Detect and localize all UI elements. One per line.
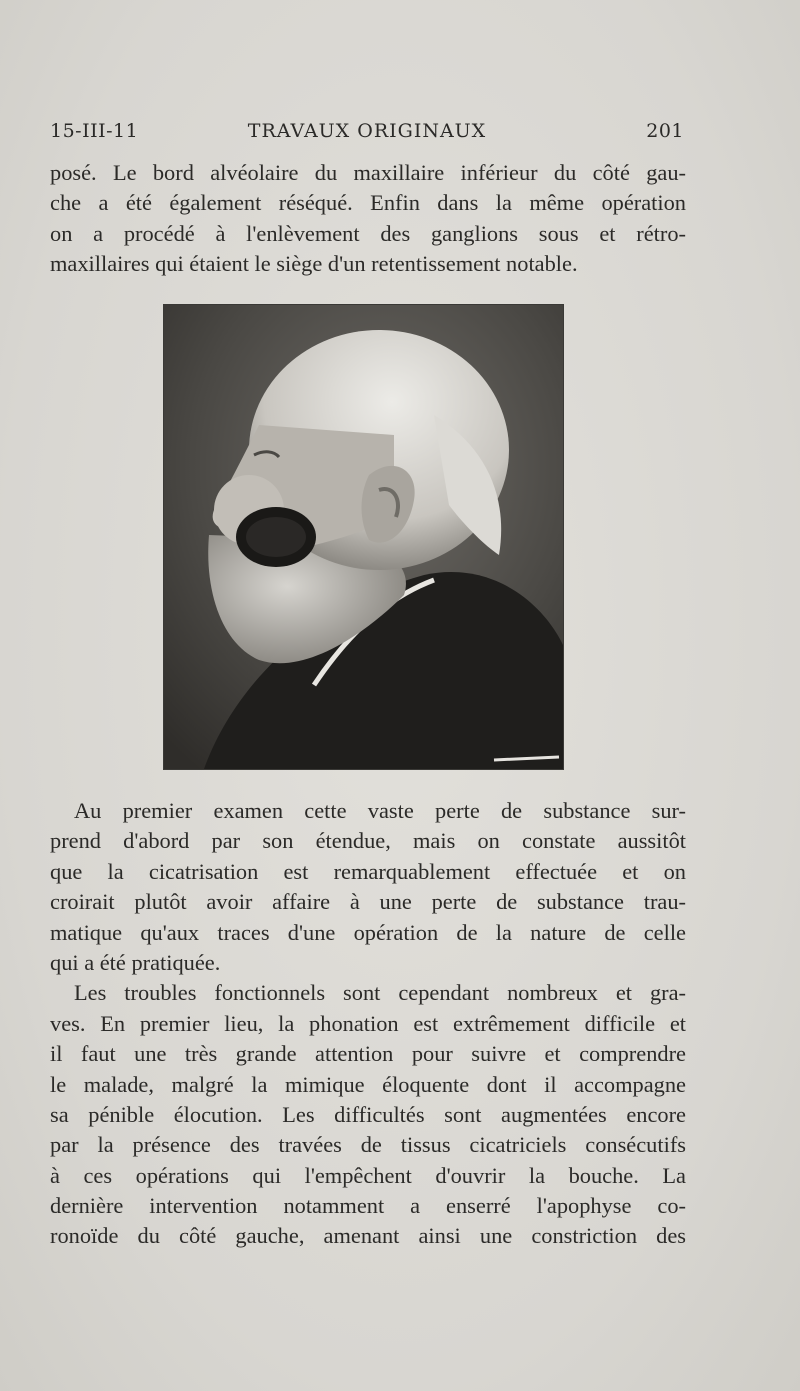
signature-mark: 15-III-11 (50, 120, 139, 142)
text-line: on a procédé à l'enlèvement des ganglions sous et rétro- (50, 220, 686, 246)
text-line: croirait plutôt avoir affaire à une perte de substance trau- (50, 889, 686, 915)
text-line: que la cicatrisation est remarquablement effectuée et on (50, 858, 686, 884)
running-title: TRAVAUX ORIGINAUX (247, 120, 487, 142)
paragraph-block (50, 796, 686, 1252)
text-line: qui a été pratiquée. (50, 949, 221, 975)
text-line: il faut une très grande attention pour suivre et comprendre (50, 1041, 686, 1067)
portrait-photo-icon (164, 305, 563, 769)
portrait-plate (163, 304, 564, 770)
text-line: posé. Le bord alvéolaire du maxillaire inférieur du côté gau- (50, 160, 686, 185)
text-line: ronoïde du côté gauche, amenant ainsi une constriction des (50, 1223, 686, 1249)
text-line: dernière intervention notamment a enserré l'apophyse co- (50, 1193, 686, 1219)
text-line: maxillaires qui étaient le siège d'un retentissement notable. (50, 251, 578, 277)
text-line: matique qu'aux traces d'une opération de la nature de celle (50, 919, 686, 945)
text-line: che a été également réséqué. Enfin dans la même opération (50, 190, 686, 216)
page-number: 201 (646, 120, 684, 142)
text-line: ves. En premier lieu, la phonation est extrêmement difficile et (50, 1010, 686, 1036)
text-line: Les troubles fonctionnels sont cependant nombreux et gra- (74, 980, 686, 1006)
text-line: sa pénible élocution. Les difficultés sont augmentées encore (50, 1101, 686, 1127)
running-header (50, 120, 684, 148)
text-line: le malade, malgré la mimique éloquente dont il accompagne (50, 1071, 686, 1097)
text-line: par la présence des travées de tissus cicatriciels consécutifs (50, 1132, 686, 1158)
text-line: Au premier examen cette vaste perte de substance sur- (74, 798, 686, 823)
text-line: à ces opérations qui l'empêchent d'ouvrir la bouche. La (50, 1162, 686, 1188)
text-line: prend d'abord par son étendue, mais on constate aussitôt (50, 828, 686, 854)
paragraph-top (50, 158, 686, 280)
